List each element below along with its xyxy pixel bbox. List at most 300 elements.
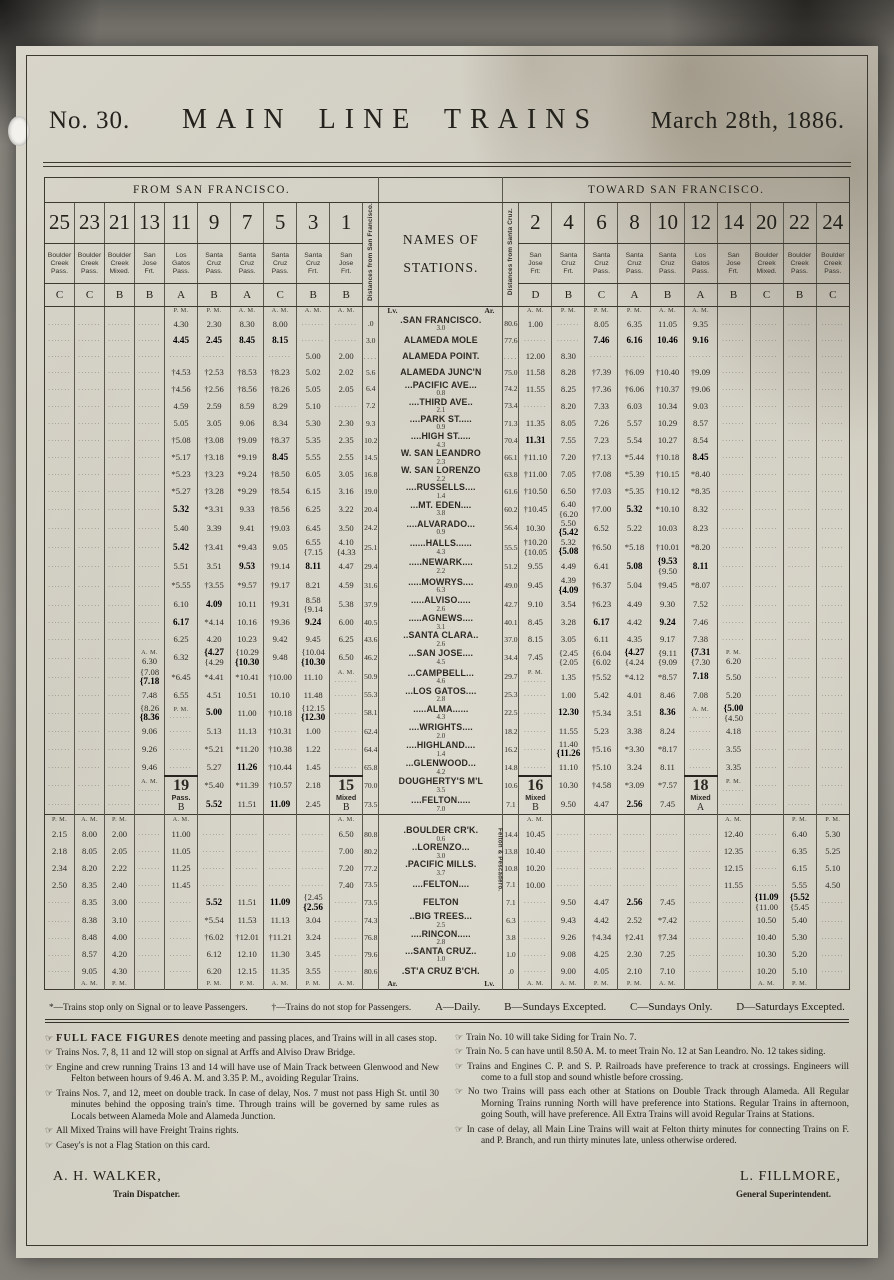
time-cell: ....... [816, 740, 849, 759]
time-cell: ....... [783, 415, 816, 432]
time-cell: 1.35 [552, 668, 585, 687]
time-cell: ....... [135, 557, 165, 576]
time-cell: ....... [717, 466, 750, 483]
train-class-8: Santa Cruz Pass. [618, 243, 651, 284]
time-cell: 5.20 [717, 687, 750, 704]
meridiem-cell: A. M. [519, 815, 552, 827]
time-cell: P. M. ....... [717, 776, 750, 795]
meridiem-cell [750, 815, 783, 827]
time-cell: ....... [519, 723, 552, 740]
time-cell: ....... [684, 843, 717, 860]
time-cell: ....... [48, 653, 71, 661]
time-cell: 7.45 [519, 648, 552, 667]
train-schedule-letter-14: B [717, 284, 750, 306]
time-cell: †7.00 [585, 500, 618, 519]
time-cell: †9.45 [651, 576, 684, 595]
time-cell: 11.09 [264, 893, 297, 912]
time-cell: 5.42 [165, 538, 198, 557]
time-cell: †10.50 [519, 483, 552, 500]
dist-from-sc: 66.1 [503, 449, 519, 466]
time-cell: ....... [330, 912, 363, 929]
meridiem-cell: A. M. [231, 306, 264, 316]
dist-from-sf: 79.6 [363, 947, 379, 964]
time-cell: 3.35 [717, 759, 750, 776]
time-cell: ....... [105, 740, 135, 759]
train-schedule-letter-2: D [519, 284, 552, 306]
time-cell: †9.17 [264, 576, 297, 595]
time-cell: 7.25 [651, 947, 684, 964]
time-cell: 11.10 [297, 668, 330, 687]
dist-from-sc: 34.4 [503, 648, 519, 667]
time-cell: †10.40 [651, 365, 684, 381]
meridiem-cell: P. M. [783, 980, 816, 990]
time-cell: ....... [750, 723, 783, 740]
time-cell: ....... [684, 930, 717, 947]
time-cell: ....... [165, 912, 198, 929]
time-cell: ....... [135, 877, 165, 893]
train-number-10: 10 [651, 203, 684, 244]
time-cell: †9.09 [231, 432, 264, 449]
time-cell: ....... [105, 415, 135, 432]
time-cell: 4.51 [198, 687, 231, 704]
time-cell: ....... [48, 745, 71, 753]
time-cell: 12.30 [552, 704, 585, 723]
time-cell: 11.31 [519, 432, 552, 449]
time-cell: 7.45 [651, 893, 684, 912]
time-cell: 9.26 [135, 740, 165, 759]
time-cell: ....... [105, 576, 135, 595]
dist-from-sf: 73.5 [363, 877, 379, 893]
time-cell: 8.15 [519, 631, 552, 648]
time-cell: ....... [105, 432, 135, 449]
station-cell: Ar. Lv. [379, 980, 503, 990]
time-cell: ....... [750, 860, 783, 877]
dist-from-sc: 73.4 [503, 398, 519, 415]
time-cell: ....... [717, 316, 750, 333]
time-cell: ....... [684, 723, 717, 740]
time-cell: ....... [105, 449, 135, 466]
time-cell: 11.51 [231, 893, 264, 912]
train-number-20: 20 [750, 203, 783, 244]
time-cell: 5.30 [783, 930, 816, 947]
time-cell: †12.01 [231, 930, 264, 947]
time-cell: ....... [135, 576, 165, 595]
station-cell: ....HIGH ST..... 4.3 [379, 432, 503, 449]
time-cell: ....... [75, 596, 105, 615]
footnote: ☞ Train No. 10 will take Siding for Train No. 7. [455, 1032, 637, 1043]
time-cell: 5.25 [816, 843, 849, 860]
time-cell: ....... [105, 398, 135, 415]
time-cell: ....... [717, 557, 750, 576]
time-cell: *5.55 [165, 576, 198, 595]
time-cell: ....... [75, 381, 105, 398]
time-cell: 5.23 [585, 723, 618, 740]
time-cell: ....... [783, 576, 816, 595]
dist-from-sf: 46.2 [363, 648, 379, 667]
time-cell: 5.35 [297, 432, 330, 449]
dist-from-sf: 76.8 [363, 930, 379, 947]
time-cell: ....... [783, 349, 816, 365]
time-cell: 2.15 [51, 828, 68, 839]
time-cell: ....... [816, 947, 849, 964]
meridiem-cell [165, 980, 198, 990]
time-cell: 6.40 [783, 826, 816, 843]
time-cell: 12.35 [717, 843, 750, 860]
time-cell: ....... [585, 843, 618, 860]
time-cell: †6.02 [198, 930, 231, 947]
time-cell: 8.11 [297, 557, 330, 576]
time-cell: 5.30 [816, 826, 849, 843]
time-cell: ....... [105, 500, 135, 519]
time-cell: 6.15 [783, 860, 816, 877]
time-cell: ....... [48, 933, 71, 941]
time-cell: ....... [264, 877, 297, 893]
time-cell: 10.03 [651, 519, 684, 538]
time-cell: ....... [585, 349, 618, 365]
time-cell: 3.54 [552, 596, 585, 615]
station-cell: ....FELTON.... [379, 877, 503, 893]
time-cell: ....... [816, 365, 849, 381]
time-cell: †7.36 [585, 381, 618, 398]
time-cell: 3.51 [618, 704, 651, 723]
train-number-14: 14 [717, 203, 750, 244]
legend-item: *—Trains stop only on Signal or to leave Passengers. [49, 1002, 248, 1013]
time-cell: ....... [684, 877, 717, 893]
meridiem-cell [816, 980, 849, 990]
time-cell: ....... [585, 826, 618, 843]
train-schedule-letter-22: B [783, 284, 816, 306]
time-cell: ....... [135, 415, 165, 432]
time-cell: 4.45 [165, 333, 198, 349]
time-cell: ....... [165, 740, 198, 759]
time-cell: 4.49 [552, 557, 585, 576]
time-cell: †8.50 [264, 466, 297, 483]
train-class-11: Los Gatos Pass. [165, 243, 198, 284]
time-cell: 9.08 [552, 947, 585, 964]
time-cell: ....... [330, 316, 363, 333]
time-cell: ....... [48, 319, 71, 327]
time-cell: ....... [297, 860, 330, 877]
legend-item: C—Sundays Only. [630, 1000, 713, 1013]
time-cell: 5.40 [165, 519, 198, 538]
time-cell: 2.02 [330, 365, 363, 381]
time-cell: †10.31 [264, 723, 297, 740]
meridiem-cell [135, 980, 165, 990]
time-cell: ....... [717, 333, 750, 349]
time-cell: ....... [618, 860, 651, 877]
time-cell: ....... [75, 316, 105, 333]
meridiem-cell [105, 306, 135, 316]
meridiem-cell [717, 306, 750, 316]
time-cell: ....... [231, 826, 264, 843]
dist-from-sf: 65.8 [363, 759, 379, 776]
meridiem-cell [135, 815, 165, 827]
time-cell: 9.33 [231, 500, 264, 519]
train-number-4: 4 [552, 203, 585, 244]
meridiem-cell: A. M. [330, 815, 363, 827]
train-class-23: Boulder Creek Pass. [75, 243, 105, 284]
time-cell: 3.55 [297, 964, 330, 980]
time-cell: ....... [816, 596, 849, 615]
time-cell: ....... [75, 723, 105, 740]
meridiem-cell: A. M. [264, 980, 297, 990]
titlebar [43, 104, 851, 136]
time-cell: ....... [750, 843, 783, 860]
time-cell: †10.38 [264, 740, 297, 759]
meridiem-cell [618, 815, 651, 827]
train-schedule-letter-13: B [135, 284, 165, 306]
meridiem-cell [684, 980, 717, 990]
time-cell: ....... [135, 500, 165, 519]
station-cell: ....PARK ST..... 0.9 [379, 415, 503, 432]
time-cell: 10.46 [651, 333, 684, 349]
time-cell: ....... [750, 631, 783, 648]
train-block-19: 19 Pass. B [165, 776, 198, 814]
train-number-24: 24 [816, 203, 849, 244]
time-cell: 2.45 [198, 333, 231, 349]
station-cell: ....RINCON..... 2.8 [379, 930, 503, 947]
dist-from-sf: 73.5 [363, 893, 379, 912]
dist-from-sc: 56.4 [503, 519, 519, 538]
time-cell: *9.29 [231, 483, 264, 500]
meridiem-cell: A. M. [519, 306, 552, 316]
time-cell: ....... [135, 538, 165, 557]
dist-from-sc: 61.6 [503, 483, 519, 500]
footnotes-left [45, 1033, 439, 1156]
train-class-21: Boulder Creek Mixed. [105, 243, 135, 284]
meridiem-cell: P. M. [585, 980, 618, 990]
time-cell: ....... [783, 333, 816, 349]
time-cell: ....... [750, 466, 783, 483]
time-cell: ....... [48, 950, 71, 958]
time-cell: ....... [75, 483, 105, 500]
time-cell: {4.27 {4.24 [618, 648, 651, 667]
dist-from-sf: 14.5 [363, 449, 379, 466]
train-number-3: 3 [297, 203, 330, 244]
time-cell: 10.20 [750, 964, 783, 980]
effective-date: March 28th, 1886. [650, 108, 845, 134]
time-cell: 8.45 [519, 614, 552, 631]
dist-from-sf: 62.4 [363, 723, 379, 740]
time-cell: ....... [816, 964, 849, 980]
time-cell: 11.13 [264, 912, 297, 929]
dist-from-sf: 9.3 [363, 415, 379, 432]
time-cell: {9.11 {9.09 [651, 648, 684, 667]
time-cell: 3.00 [105, 893, 135, 912]
time-cell: 9.50 [552, 795, 585, 814]
time-cell: †10.20 {10.05 [519, 538, 552, 557]
time-cell: *4.12 [618, 668, 651, 687]
time-cell: 11.45 [165, 877, 198, 893]
time-cell: 6.00 [330, 614, 363, 631]
time-cell: *11.39 [231, 776, 264, 795]
time-cell: 11.13 [231, 723, 264, 740]
time-cell: 8.30 [231, 316, 264, 333]
time-cell: 5.10 [297, 398, 330, 415]
time-cell: 4.59 [165, 398, 198, 415]
dist-sf-cell [363, 815, 379, 827]
time-cell: 4.50 [816, 877, 849, 893]
time-cell: 7.20 [330, 860, 363, 877]
time-cell: ....... [750, 365, 783, 381]
time-cell: ....... [75, 333, 105, 349]
dist-from-sc: 14.4 [503, 826, 519, 843]
time-cell: *4.14 [198, 614, 231, 631]
time-cell: ....... [750, 668, 783, 687]
branch-label: Felton & Pescadero. [496, 828, 503, 892]
meridiem-cell: P. M. [618, 980, 651, 990]
time-cell: ....... [552, 826, 585, 843]
time-cell: 1.45 [297, 759, 330, 776]
time-cell: 6.35 [783, 843, 816, 860]
time-cell: 5.50 [717, 668, 750, 687]
dist-from-sf: 10.2 [363, 432, 379, 449]
time-cell: ....... [75, 538, 105, 557]
dist-from-sf: 29.4 [363, 557, 379, 576]
time-cell: ....... [750, 519, 783, 538]
time-cell: 8.34 [264, 415, 297, 432]
time-cell: ....... [684, 826, 717, 843]
time-cell: ....... [750, 687, 783, 704]
time-cell: ....... [783, 795, 816, 814]
train-number-6: 6 [585, 203, 618, 244]
time-cell: 2.56 [618, 795, 651, 814]
time-cell: ....... [552, 843, 585, 860]
dist-from-sf: 55.3 [363, 687, 379, 704]
time-cell: ....... [198, 826, 231, 843]
train-schedule-letter-10: B [651, 284, 684, 306]
time-cell: 10.27 [651, 432, 684, 449]
time-cell: †6.23 [585, 596, 618, 615]
meridiem-cell [585, 815, 618, 827]
dist-from-sf: 6.4 [363, 381, 379, 398]
station-cell: ....ALVARADO... 0.9 [379, 519, 503, 538]
time-cell: 10.23 [231, 631, 264, 648]
time-cell: ....... [585, 877, 618, 893]
dist-from-sc: 7.1 [503, 877, 519, 893]
time-cell: ....... [48, 898, 71, 906]
time-cell: ....... [297, 877, 330, 893]
dist-from-sc: 22.5 [503, 704, 519, 723]
time-cell: 11.35 [519, 415, 552, 432]
time-cell: 10.51 [231, 687, 264, 704]
train-number-23: 23 [75, 203, 105, 244]
time-cell: †8.54 [264, 483, 297, 500]
time-cell: 9.24 [297, 614, 330, 631]
time-cell: 4.42 [618, 614, 651, 631]
train-class-3: Santa Cruz Frt. [297, 243, 330, 284]
time-cell: ....... [717, 519, 750, 538]
time-cell: 4.20 [105, 947, 135, 964]
time-cell: 11.30 [264, 947, 297, 964]
time-cell: 2.30 [618, 947, 651, 964]
time-cell: 8.11 [651, 759, 684, 776]
time-cell: {12.15 {12.30 [297, 704, 330, 723]
time-cell: †7.39 [585, 365, 618, 381]
time-cell: 12.00 [519, 349, 552, 365]
time-cell: {5.52 {5.45 [783, 893, 816, 912]
time-cell: 10.00 [519, 877, 552, 893]
time-cell: ....... [48, 562, 71, 570]
time-cell: †3.41 [198, 538, 231, 557]
time-cell: 11.09 [264, 795, 297, 814]
time-cell: 9.30 [651, 596, 684, 615]
time-cell: ....... [231, 843, 264, 860]
time-cell: 5.10 [816, 860, 849, 877]
station-cell: W. SAN LEANDRO 2.3 [379, 449, 503, 466]
time-cell: 8.28 [552, 365, 585, 381]
station-cell: ..BIG TREES... 2.5 [379, 912, 503, 929]
train-class-14: San Jose Frt. [717, 243, 750, 284]
time-cell: ....... [48, 543, 71, 551]
dist-from-sf: 37.9 [363, 596, 379, 615]
time-cell: ....... [783, 483, 816, 500]
time-cell: *5.39 [618, 466, 651, 483]
time-cell: ....... [750, 576, 783, 595]
time-cell: ....... [75, 631, 105, 648]
time-cell: 5.04 [618, 576, 651, 595]
time-cell: ....... [717, 381, 750, 398]
time-cell: ....... [135, 398, 165, 415]
time-cell: ....... [135, 381, 165, 398]
time-cell: 11.55 [552, 723, 585, 740]
train-number-7: 7 [231, 203, 264, 244]
time-cell: 8.35 [75, 893, 105, 912]
time-cell: ....... [651, 843, 684, 860]
time-cell: ....... [783, 648, 816, 667]
time-cell: 3.24 [297, 930, 330, 947]
time-cell: ....... [135, 930, 165, 947]
time-cell: 6.35 [618, 316, 651, 333]
timetable [44, 177, 850, 990]
time-cell: 5.38 [330, 596, 363, 615]
time-cell: 9.05 [75, 964, 105, 980]
time-cell: 2.22 [105, 860, 135, 877]
time-cell: 10.16 [231, 614, 264, 631]
time-cell: ....... [231, 860, 264, 877]
time-cell: 4.47 [585, 795, 618, 814]
time-cell: ....... [618, 843, 651, 860]
time-cell: A. M. ....... [135, 776, 165, 795]
time-cell: ....... [105, 759, 135, 776]
time-cell: ....... [48, 402, 71, 410]
train-class-7: Santa Cruz Pass. [231, 243, 264, 284]
dispatcher-title: Train Dispatcher. [113, 1189, 181, 1200]
time-cell: ....... [816, 631, 849, 648]
meridiem-cell [198, 815, 231, 827]
train-schedule-letter-25: C [45, 284, 75, 306]
station-cell: ..SANTA CLARA.. 2.6 [379, 631, 503, 648]
train-number-8: 8 [618, 203, 651, 244]
time-cell: 4.05 [585, 964, 618, 980]
time-cell: 10.20 [519, 860, 552, 877]
time-cell: *3.09 [618, 776, 651, 795]
time-cell: ....... [105, 795, 135, 814]
time-cell: ....... [783, 704, 816, 723]
train-schedule-letter-20: C [750, 284, 783, 306]
time-cell: ....... [816, 557, 849, 576]
time-cell: 1.00 [297, 723, 330, 740]
time-cell: †8.56 [231, 381, 264, 398]
time-cell: 3.05 [552, 631, 585, 648]
time-cell: †2.53 [198, 365, 231, 381]
time-cell: 8.45 [231, 333, 264, 349]
train-number-22: 22 [783, 203, 816, 244]
time-cell: ....... [618, 349, 651, 365]
time-cell: {7.08 {7.18 [135, 668, 165, 687]
time-cell: ....... [48, 916, 71, 924]
time-cell: ....... [717, 631, 750, 648]
